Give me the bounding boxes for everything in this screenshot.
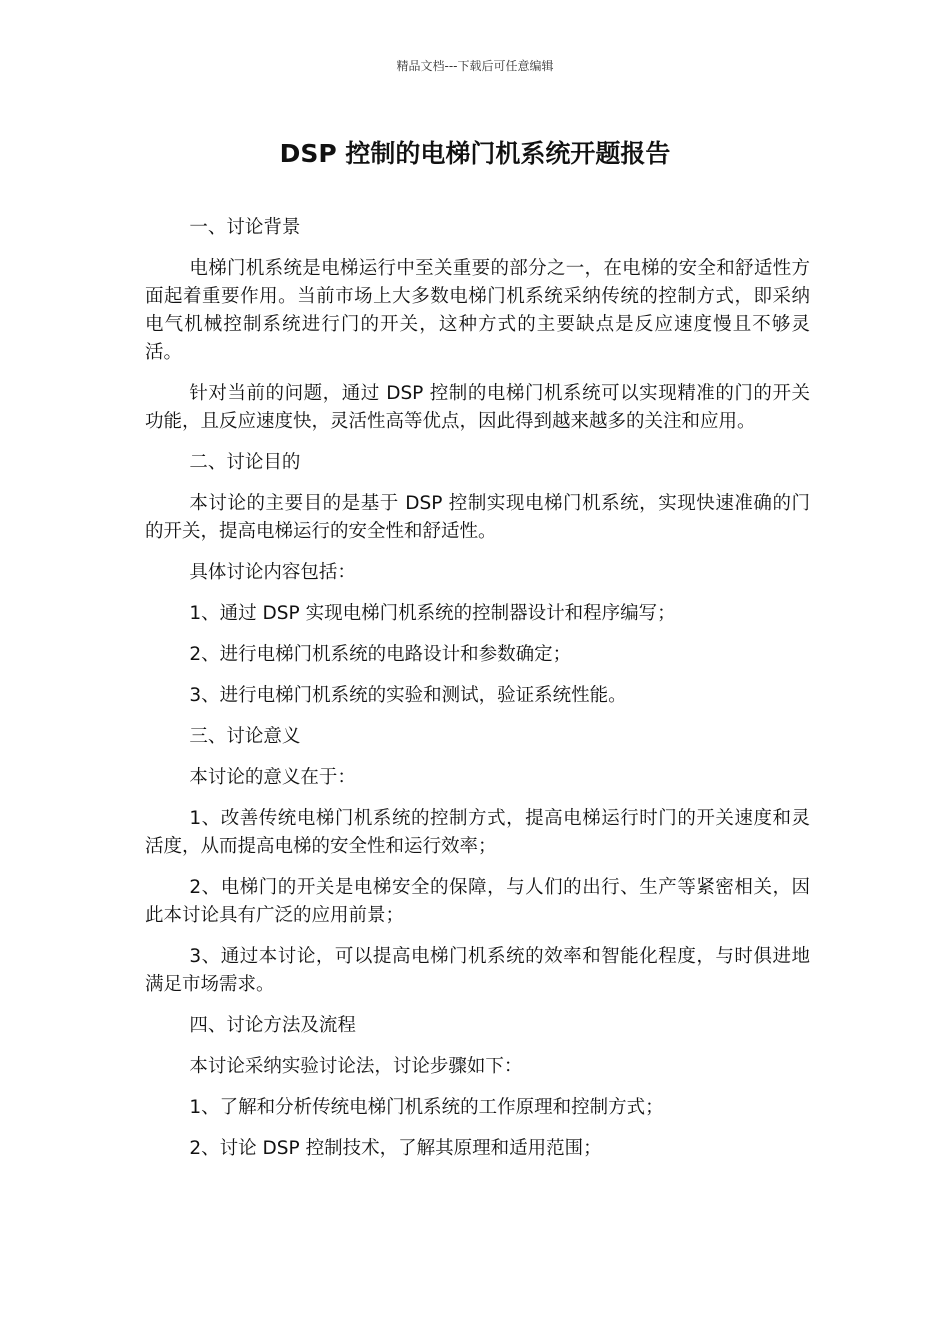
list-item: 3、进行电梯门机系统的实验和测试，验证系统性能。 <box>189 685 627 706</box>
section-heading-method: 四、讨论方法及流程 <box>189 1015 356 1036</box>
page-header: 精品文档---下载后可任意编辑 <box>396 59 554 73</box>
list-item: 3、通过本讨论，可以提高电梯门机系统的效率和智能化程度，与时俱进地满足市场需求。 <box>145 946 810 995</box>
document-title: DSP 控制的电梯门机系统开题报告 <box>279 139 671 168</box>
list-item: 2、讨论 DSP 控制技术，了解其原理和适用范围； <box>189 1138 602 1159</box>
document-body <box>145 214 810 1176</box>
list-item: 1、了解和分析传统电梯门机系统的工作原理和控制方式； <box>189 1097 664 1118</box>
list-item: 2、电梯门的开关是电梯安全的保障，与人们的出行、生产等紧密相关，因此本讨论具有广泛的应用前景； <box>145 877 810 926</box>
section-heading-background: 一、讨论背景 <box>189 217 301 238</box>
section-heading-significance: 三、讨论意义 <box>189 726 301 747</box>
list-item: 1、改善传统电梯门机系统的控制方式，提高电梯运行时门的开关速度和灵活度，从而提高电梯的安全性和运行效率； <box>145 808 810 857</box>
body-paragraph: 本讨论的意义在于： <box>189 767 356 788</box>
list-item: 1、通过 DSP 实现电梯门机系统的控制器设计和程序编写； <box>189 603 676 624</box>
body-paragraph: 具体讨论内容包括： <box>189 562 356 583</box>
body-paragraph: 针对当前的问题，通过 DSP 控制的电梯门机系统可以实现精准的门的开关功能，且反应速度快，灵活性高等优点，因此得到越来越多的关注和应用。 <box>145 383 810 432</box>
section-heading-purpose: 二、讨论目的 <box>189 452 301 473</box>
body-paragraph: 电梯门机系统是电梯运行中至关重要的部分之一，在电梯的安全和舒适性方面起着重要作用。当前市场上大多数电梯门机系统采纳传统的控制方式，即采纳电气机械控制系统进行门的开关，这种方式的主要缺点是反应速度慢且不够灵活。 <box>145 258 810 363</box>
body-paragraph: 本讨论的主要目的是基于 DSP 控制实现电梯门机系统，实现快速准确的门的开关，提高电梯运行的安全性和舒适性。 <box>145 493 810 542</box>
body-paragraph: 本讨论采纳实验讨论法，讨论步骤如下： <box>189 1056 523 1077</box>
list-item: 2、进行电梯门机系统的电路设计和参数确定； <box>189 644 572 665</box>
